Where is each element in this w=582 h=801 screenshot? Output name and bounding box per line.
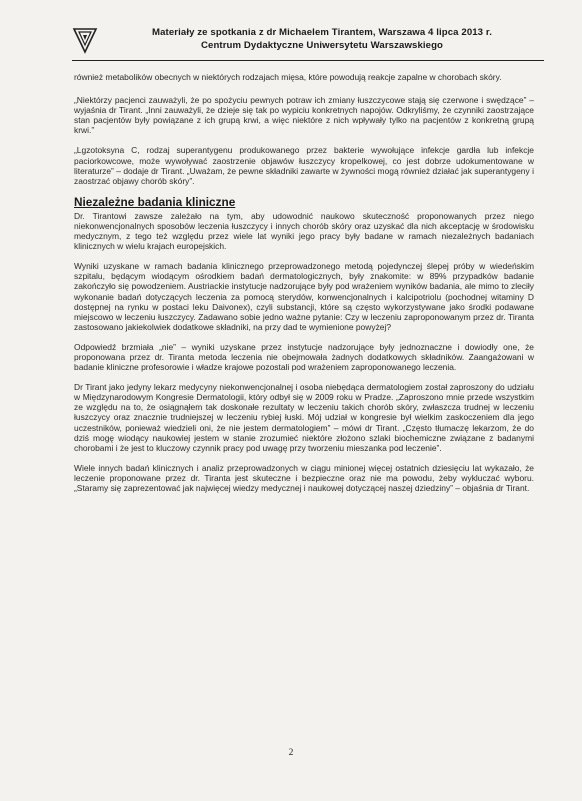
- document-body: [74, 72, 534, 503]
- page-number: 2: [288, 748, 294, 758]
- paragraph-8: Wiele innych badań klinicznych i analiz przeprowadzonych w ciągu minionej więcej ostatnich dziesięciu lat wykazało, że leczenie proponowane przez dr. Tiranta jest skuteczne i bezpieczne oraz nie ma powodu, żeby wykluczać wyboru. „Staramy się zaprezentować jak najwięcej wiedzy medycznej i naukowej dotyczącej naszej dziedziny” – objaśnia dr Tirant.: [74, 462, 534, 493]
- paragraph-2: „Niektórzy pacjenci zauważyli, że po spożyciu pewnych potraw ich zmiany łuszczycowe stają się czerwone i swędzące” – wyjaśnia dr Tirant. „Inni zauważyli, że dzieje się tak po wypiciu konkretnych napojów. Odkryliśmy, że czynniki zaostrzające stan pacjentów były powiązane z ich grupą krwi, a więc niektóre z nich wpływały tylko na pacjentów z konkretną grupą krwi.”: [74, 95, 534, 136]
- paragraph-5: Wyniki uzyskane w ramach badania klinicznego przeprowadzonego metodą pojedynczej ślepej próby w wiedeńskim szpitalu, będącym wiodącym ośrodkiem badań dermatologicznych, były znakomite: w 89% przypadków badanie zakończyło się powodzeniem. Austriackie instytucje nadzorujące były pod wrażeniem wyników badania, ale mimo to zleciły wykonanie badań dotyczących leczenia za pomocą sterydów, konwencjonalnych i kalcipotriolu (pochodnej witaminy D dostępnej na rynku w postaci leku Daivonex), czyli substancji, które są często wykorzystywane jako środki podawane miejscowo w leczeniu łuszczycy. Zadawano sobie jedno ważne pytanie: Czy w leczeniu zaproponowanym przez dr. Tiranta zastosowano jakiekolwiek dodatkowe składniki, na przy dad te wymienione powyżej?: [74, 261, 534, 332]
- paragraph-7: Dr Tirant jako jedyny lekarz medycyny niekonwencjonalnej i osoba niebędąca dermatologiem został zaproszony do udziału w Międzynarodowym Kongresie Dermatologii, który odbył się w 2009 roku w Pradze. „Zaproszono mnie przede wszystkim ze względu na to, że osiągnąłem tak doskonałe rezultaty w leczeniu takich chorób skóry, zwłaszcza trudnej w leczeniu łuszczycy oraz znacznie trudniejszej w leczeniu rybiej łuski. Mój udział w kongresie był wielkim zaskoczeniem dla jego uczestników, ponieważ wiedzieli oni, że nie jestem dermatologiem” – mówi dr Tirant. „Często tłumaczę lekarzom, że do dziś mogę wiodący naukowiej jestem w stanie zrozumieć niektóre złożono szlaki biochemiczne związane z badanymi chorobami i że jest to kluczowy czynnik pracy pod uwagę przy tworzeniu mieszanka pod leczenie”.: [74, 382, 534, 453]
- document-header: [102, 26, 542, 52]
- paragraph-3: „Lgzotoksyna C, rodzaj superantygenu produkowanego przez bakterie wywołujące infekcje gardła lub infekcje paciorkowcowe, może wywoływać zaostrzenie objawów łuszczycy kropelkowej, co jest dobrze udokumentowane w literaturze” – dodaje dr Tirant. „Uważam, że pewne składniki zawarte w żywności mogą również działać jak superantygeny i zaostrzać objawy chorób skóry”.: [74, 145, 534, 186]
- header-subtitle: Centrum Dydaktyczne Uniwersytetu Warszawskiego: [200, 40, 444, 51]
- paragraph-4: Dr. Tirantowi zawsze zależało na tym, aby udowodnić naukowo skuteczność proponowanych przez niego niekonwencjonalnych sposobów leczenia łuszczycy i innych chorób skóry oraz uzyskać dla nich akceptację w środowisku medycznym, z tego też względu przez wiele lat wyniki jego pracy były badane w ramach niezależnych badaniach klinicznych w wielu krajach europejskich.: [74, 210, 534, 252]
- paragraph-6: Odpowiedź brzmiała „nie” – wyniki uzyskane przez instytucje nadzorujące były jednoznaczne i dowiodły one, że proponowana przez dr. Tiranta metoda leczenia nie obejmowała żadnych dodatkowych składników. Zaangażowani w badanie kliniczne profesorowie i władze krajowe pozostali pod wrażeniem zaproponowanego leczenia.: [74, 341, 534, 373]
- header-divider: [72, 60, 544, 61]
- header-title: Materiały ze spotkania z dr Michaelem Tirantem, Warszawa 4 lipca 2013 r.: [152, 27, 492, 38]
- university-emblem-icon: [72, 26, 98, 56]
- section-heading: Niezależne badania kliniczne: [74, 194, 236, 209]
- paragraph-1: również metabolików obecnych w niektórych rodzajach mięsa, które powodują reakcje zapalne w chorobach skóry.: [74, 72, 502, 82]
